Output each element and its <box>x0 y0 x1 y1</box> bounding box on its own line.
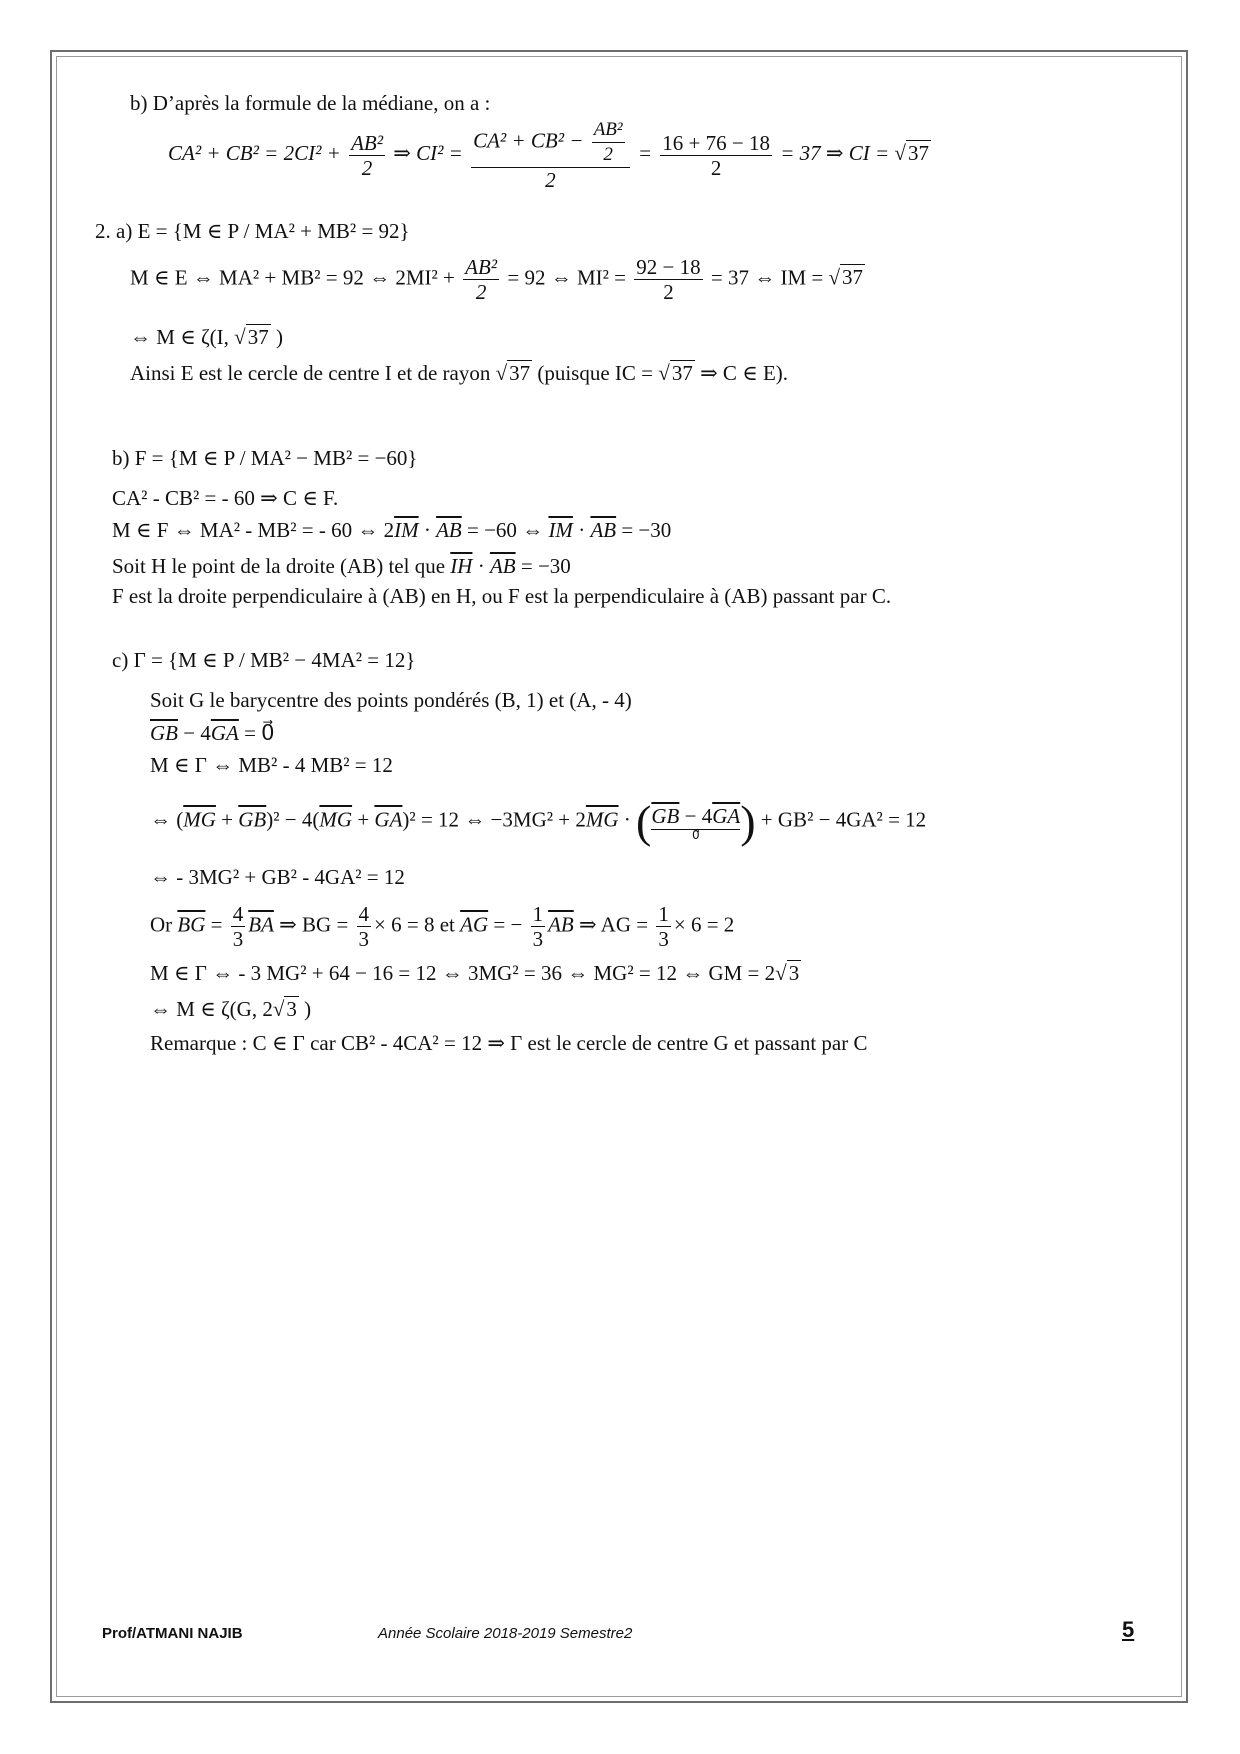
median-formula: CA² + CB² = 2CI² + $\frac{\text{AB²}}{2}$ ⇒ CI² = CA² + CB² − $\frac{\text{AB²}}{2}$ 2 = $\frac{16 + 76 - 18}{2}$ = 37 ⇒ CI = √37 <box>168 119 929 192</box>
set-gamma-equivalence: M ∈ Γ ⇔ MB² - 4 MB² = 12 <box>150 753 393 777</box>
c-in-f: CA² - CB² = - 60 ⇒ C ∈ F. <box>112 486 339 510</box>
gm-computation: M ∈ Γ ⇔ - 3 MG² + 64 − 16 = 12 ⇔ 3MG² = 36 ⇔ MG² = 12 ⇔ GM = 2√3 <box>150 961 800 985</box>
barycentre-definition: Soit G le barycentre des points pondérés (B, 1) et (A, - 4) <box>150 688 632 712</box>
footer-school-year: Année Scolaire 2018-2019 Semestre2 <box>378 1625 633 1642</box>
conclusion-e: Ainsi E est le cercle de centre I et de rayon √37 (puisque IC = √37 ⇒ C ∈ E). <box>130 361 789 385</box>
set-f-equivalence: M ∈ F ⇔ MA² - MB² = - 60 ⇔ $2\overline{IM} \cdot \overline{AB} = -60$ ⇔ $\overline{IM} \cdot \overline{AB} = -30$ <box>112 518 672 542</box>
barycentre-relation: $\overline{GB} - 4\overline{GA}$ = 0⃗ <box>150 721 275 745</box>
remark: Remarque : C ∈ Γ car CB² - 4CA² = 12 ⇒ Γ est le cercle de centre G et passant par C <box>150 1031 868 1055</box>
page-number: 5 <box>1122 1617 1135 1642</box>
set-e-equivalence: M ∈ E ⇔ MA² + MB² = 92 ⇔ 2MI² + $\frac{\text{AB²}}{2}$ = 92 ⇔ MI² = $\frac{92 - 18}{2}$ = 37 ⇔ IM = √37 <box>130 255 863 304</box>
circle-membership-e: ⇔ M ∈ ζ(I, √37 ) <box>130 325 283 349</box>
part-2b-heading: b) F = {M ∈ P / MA² − MB² = −60} <box>112 446 418 470</box>
conclusion-f: F est la droite perpendiculaire à (AB) en H, ou F est la perpendiculaire à (AB) passant par C. <box>112 584 892 608</box>
part-b-heading: b) D’après la formule de la médiane, on a : <box>130 91 491 115</box>
footer-author: Prof/ATMANI NAJIB <box>102 1625 243 1642</box>
simplified-equation: ⇔ - 3MG² + GB² - 4GA² = 12 <box>150 865 405 889</box>
part-2a-heading: 2. a) E = {M ∈ P / MA² + MB² = 92} <box>95 219 410 243</box>
part-2c-heading: c) Γ = {M ∈ P / MB² − 4MA² = 12} <box>112 648 416 672</box>
circle-membership-gamma: ⇔ M ∈ ζ(G, 2√3 ) <box>150 997 312 1021</box>
chasles-expansion: ⇔ $(\overline{MG} + \overline{GB})^2 - 4(\overline{MG} + \overline{GA})^2 = 12$ ⇔ $-3MG^2 + 2\overline{MG}$ · ( $\overline{GB} - 4\overline{GA}$ 0⃗ ) + GB² − 4GA² = 12 <box>150 796 927 847</box>
bg-ag-computation: Or $\overline{BG}$ = $\frac{4}{3}$ $\overline{BA}$ ⇒ BG = $\frac{4}{3}$ × 6 = 8 et $\overline{AG}$ = − $\frac{1}{3}$ $\overline{AB}$ ⇒ AG = $\frac{1}{3}$ × 6 = 2 <box>150 902 735 951</box>
point-h-definition: Soit H le point de la droite (AB) tel que $\overline{IH} \cdot \overline{AB} = -30$ <box>112 554 571 578</box>
